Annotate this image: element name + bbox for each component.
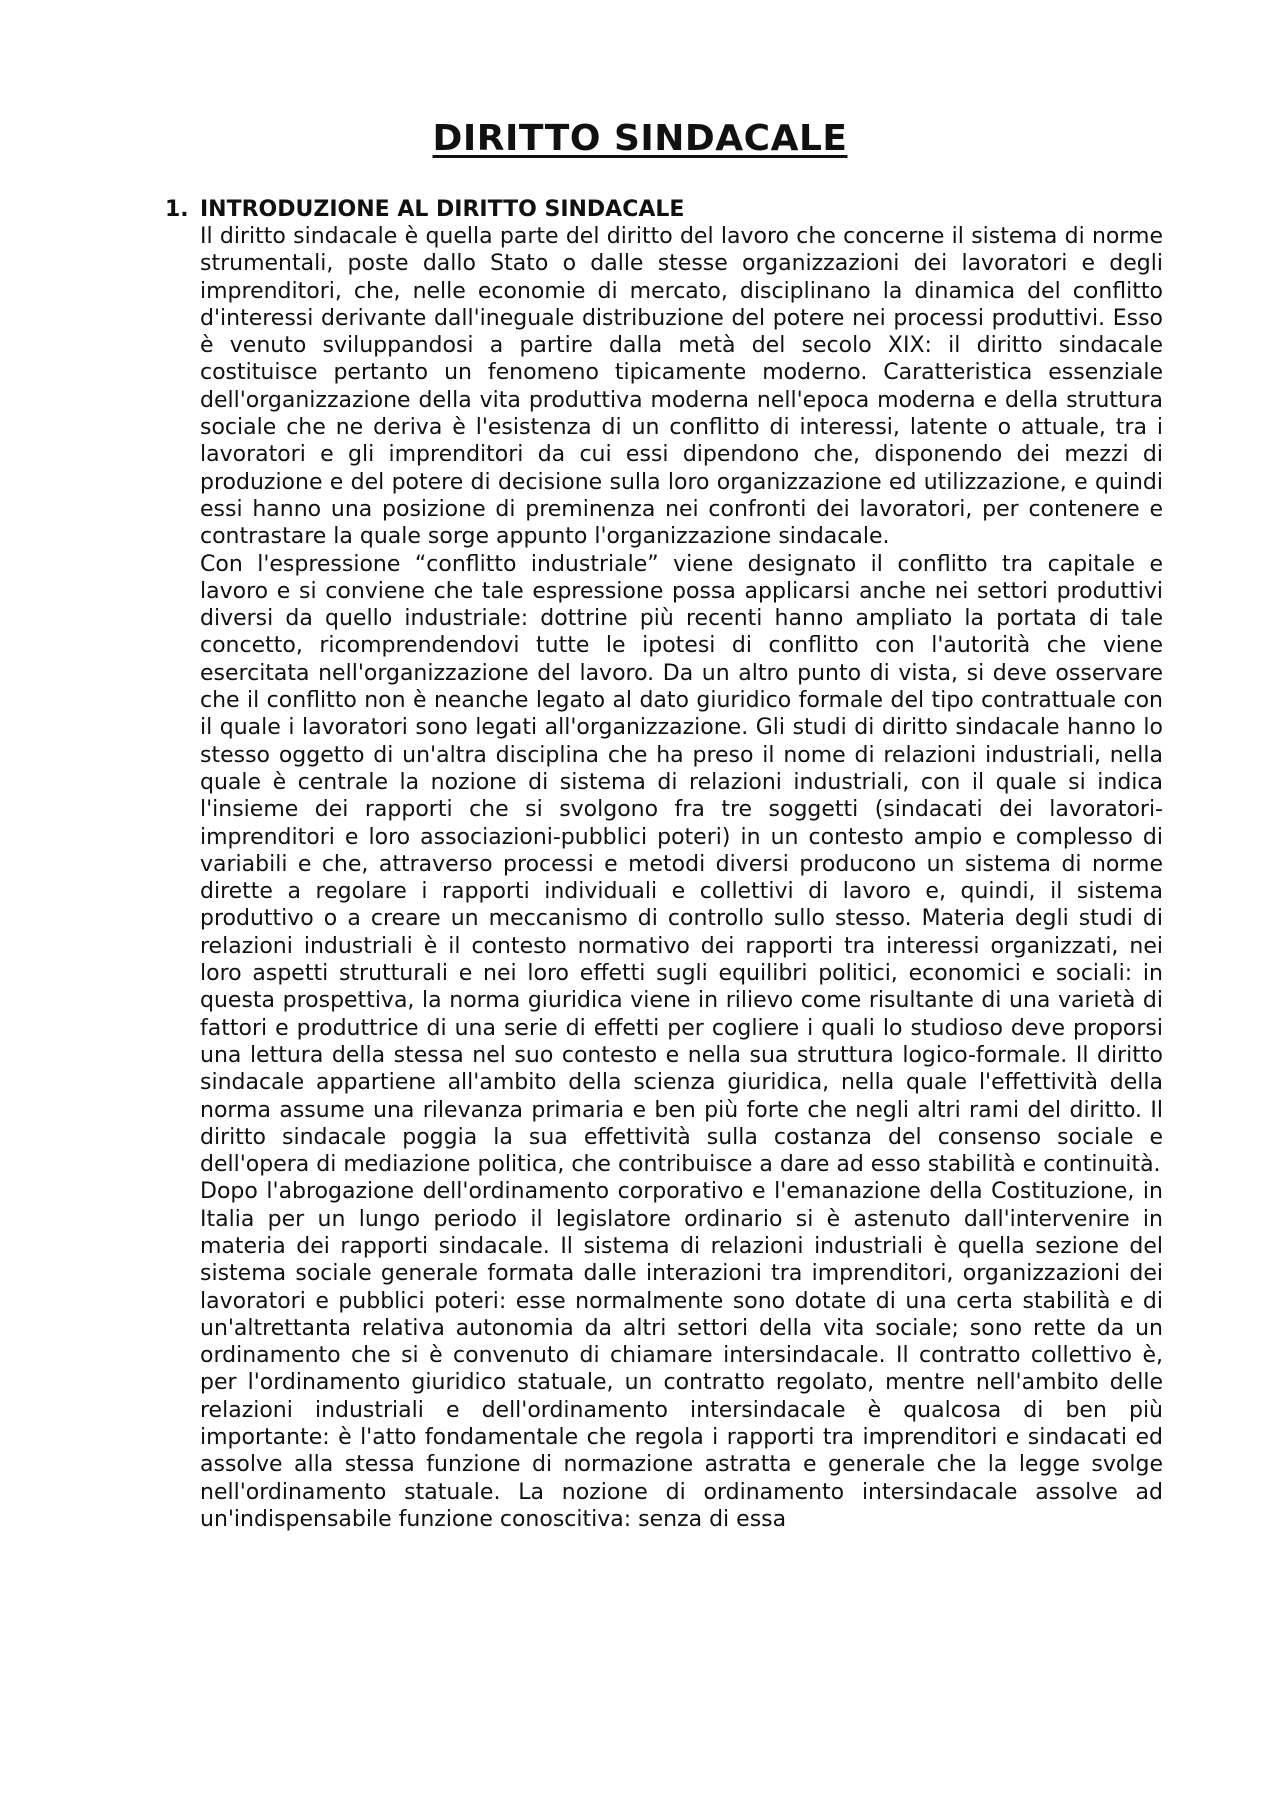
section-heading-text: INTRODUZIONE AL DIRITTO SINDACALE bbox=[200, 197, 685, 222]
document-title: DIRITTO SINDACALE bbox=[432, 118, 848, 159]
paragraph-2: Con l'espressione “conflitto industriale” viene designato il conflitto tra capitale e lavoro e si conviene che tale espressione possa applicarsi anche nei settori produttivi diversi da quello industriale: dottrine più recenti hanno ampliato la portata di tale concetto, ricomprendendovi tutte le ipotesi di conflitto con l'autorità che viene esercitata nell'organizzazione del lavoro. Da un altro punto di vista, si deve osservare che il conflitto non è neanche legato al dato giuridico formale del tipo contrattuale con il quale i lavoratori sono legati all'organizzazione. Gli studi di diritto sindacale hanno lo stesso oggetto di un'altra disciplina che ha preso il nome di relazioni industriali, nella quale è centrale la nozione di sistema di relazioni industriali, con il quale si indica l'insieme dei rapporti che si svolgono fra tre soggetti (sindacati dei lavoratori-imprenditori e loro associazioni-pubblici poteri) in un contesto ampio e complesso di variabili e che, attraverso processi e metodi diversi producono un sistema di norme dirette a regolare i rapporti individuali e collettivi di lavoro e, quindi, il sistema produttivo o a creare un meccanismo di controllo sullo stesso. Materia degli studi di relazioni industriali è il contesto normativo dei rapporti tra interessi organizzati, nei loro aspetti strutturali e nei loro effetti sugli equilibri politici, economici e sociali: in questa prospettiva, la norma giuridica viene in rilievo come risultante di una varietà di fattori e produttrice di una serie di effetti per cogliere i quali lo studioso deve proporsi una lettura della stessa nel suo contesto e nella sua struttura logico-formale. Il diritto sindacale appartiene all'ambito della scienza giuridica, nella quale l'effettività della norma assume una rilevanza primaria e ben più forte che negli altri rami del diritto. Il diritto sindacale poggia la sua effettività sulla costanza del consenso sociale e dell'opera di mediazione politica, che contribuisce a dare ad esso stabilità e continuità. bbox=[200, 551, 1163, 1178]
section-body bbox=[200, 223, 1163, 1533]
section-1 bbox=[165, 196, 1163, 1533]
paragraph-3: Dopo l'abrogazione dell'ordinamento corporativo e l'emanazione della Costituzione, in Italia per un lungo periodo il legislatore ordinario si è astenuto dall'intervenire in materia dei rapporti sindacale. Il sistema di relazioni industriali è quella sezione del sistema sociale generale formata dalle interazioni tra imprenditori, organizzazioni dei lavoratori e pubblici poteri: esse normalmente sono dotate di una certa stabilità e di un'altrettanta relativa autonomia da altri settori della vita sociale; sono rette da un ordinamento che si è convenuto di chiamare intersindacale. Il contratto collettivo è, per l'ordinamento giuridico statuale, un contratto regolato, mentre nell'ambito delle relazioni industriali e dell'ordinamento intersindacale è qualcosa di ben più importante: è l'atto fondamentale che regola i rapporti tra imprenditori e sindacati ed assolve alla stessa funzione di normazione astratta e generale che la legge svolge nell'ordinamento statuale. La nozione di ordinamento intersindacale assolve ad un'indispensabile funzione conoscitiva: senza di essa bbox=[200, 1179, 1163, 1532]
section-heading bbox=[165, 196, 1163, 223]
section-number: 1. bbox=[165, 197, 189, 222]
paragraph-1: Il diritto sindacale è quella parte del diritto del lavoro che concerne il sistema di norme strumentali, poste dallo Stato o dalle stesse organizzazioni dei lavoratori e degli imprenditori, che, nelle economie di mercato, disciplinano la dinamica del conflitto d'interessi derivante dall'ineguale distribuzione del potere nei processi produttivi. Esso è venuto sviluppandosi a partire dalla metà del secolo XIX: il diritto sindacale costituisce pertanto un fenomeno tipicamente moderno. Caratteristica essenziale dell'organizzazione della vita produttiva moderna nell'epoca moderna e della struttura sociale che ne deriva è l'esistenza di un conflitto di interessi, latente o attuale, tra i lavoratori e gli imprenditori da cui essi dipendono che, disponendo dei mezzi di produzione e del potere di decisione sulla loro organizzazione ed utilizzazione, e quindi essi hanno una posizione di preminenza nei confronti dei lavoratori, per contenere e contrastare la quale sorge appunto l'organizzazione sindacale. bbox=[200, 224, 1163, 550]
